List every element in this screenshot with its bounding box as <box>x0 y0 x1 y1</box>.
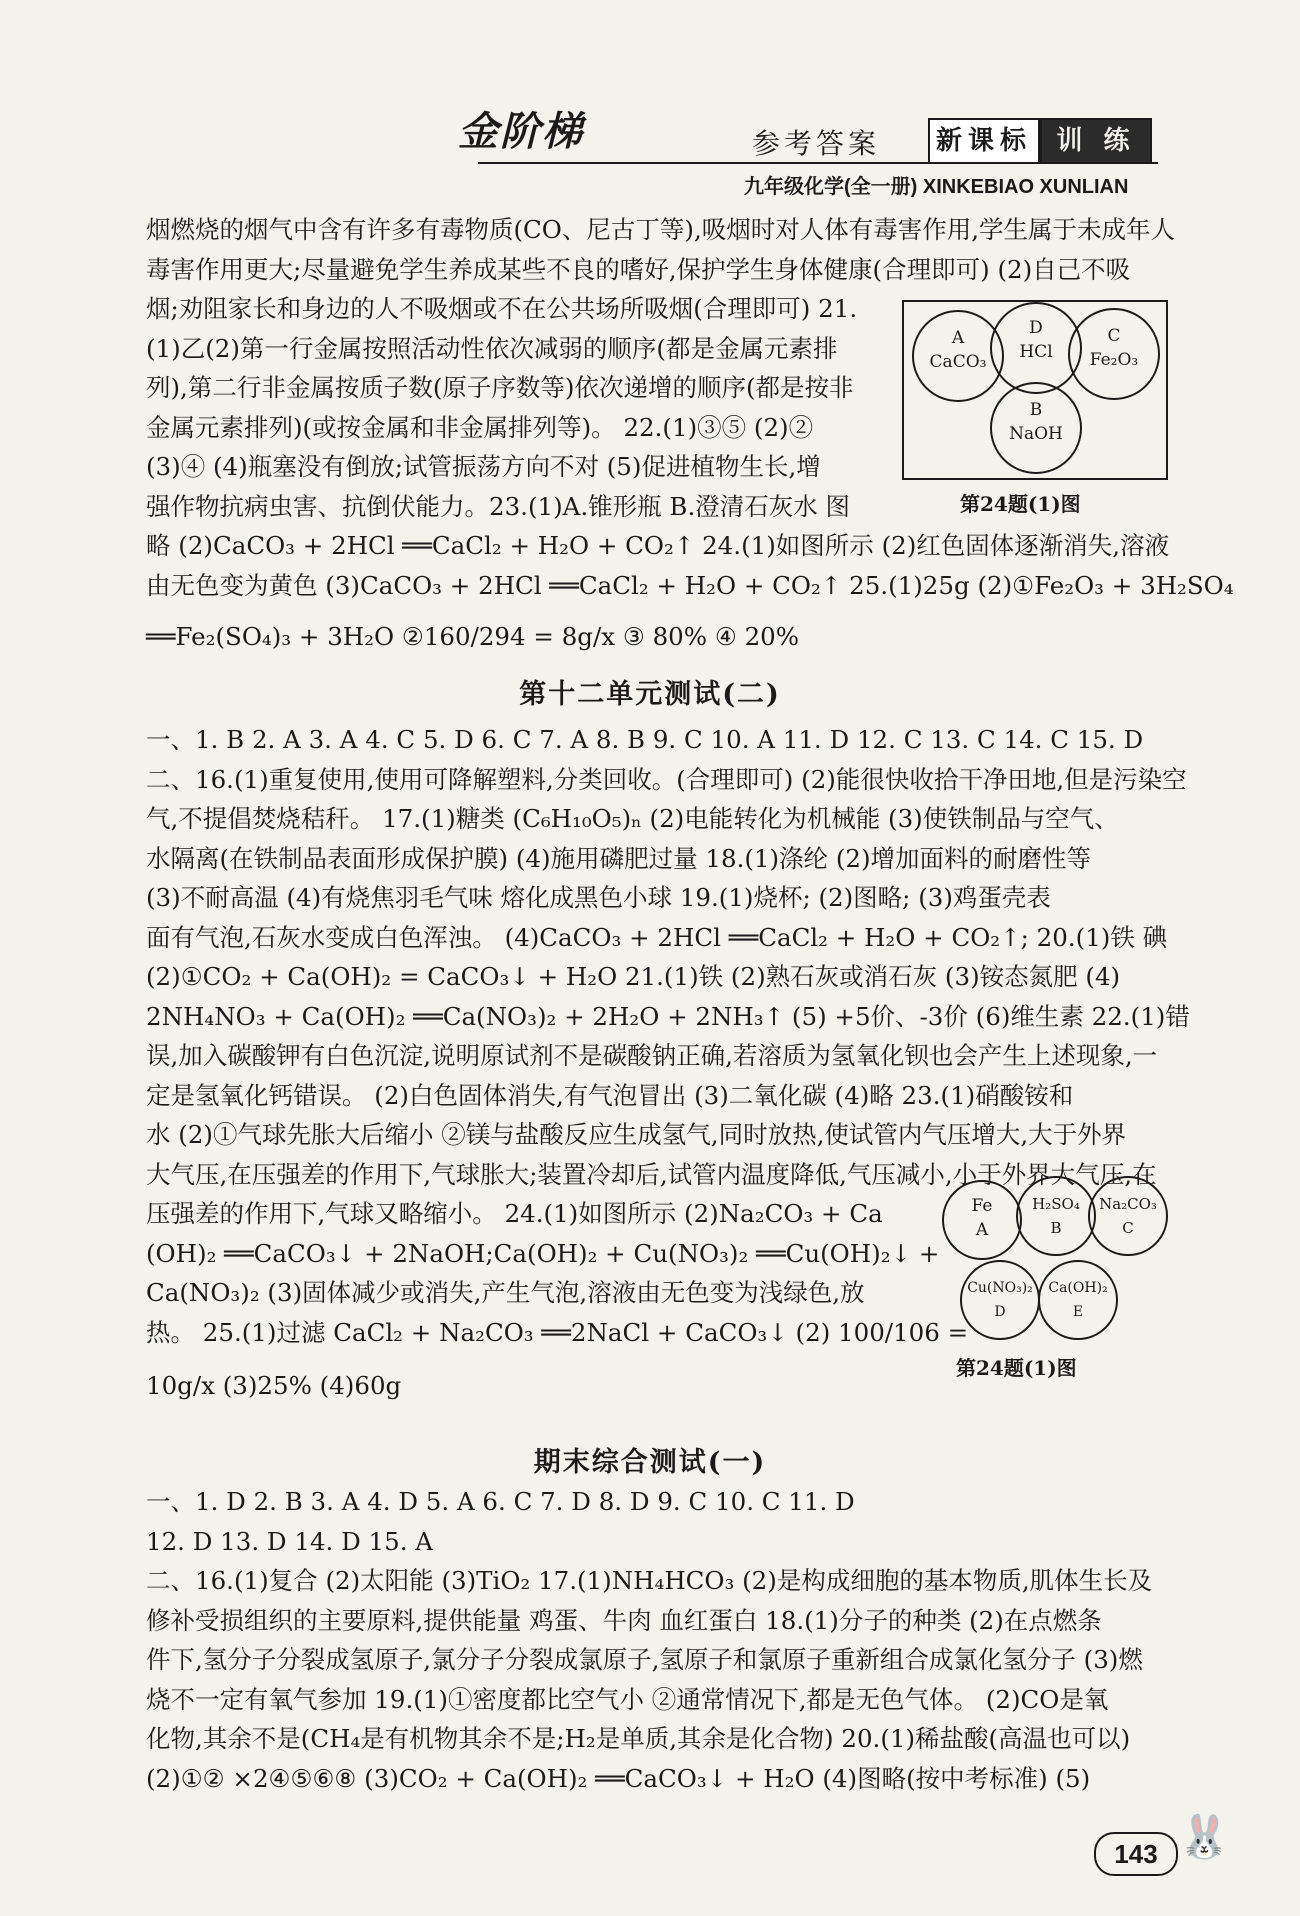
circle-caoh2 <box>1038 1260 1118 1340</box>
text-line: (2)①CO₂ + Ca(OH)₂ = CaCO₃↓ + H₂O 21.(1)铁 (2)熟石灰或消石灰 (3)铵态氮肥 (4) <box>146 962 1121 991</box>
circle-label: C <box>1107 326 1121 346</box>
circle-text: HCl <box>1019 342 1053 362</box>
text-line: 二、16.(1)重复使用,使用可降解塑料,分类回收。(合理即可) (2)能很快收拾干净田地,但是污染空 <box>146 764 1187 794</box>
text-line: 略 (2)CaCO₃ + 2HCl ══CaCl₂ + H₂O + CO₂↑ 24.(1)如图所示 (2)红色固体逐渐消失,溶液 <box>146 531 1170 560</box>
brand-logo: 金阶梯 <box>458 108 584 155</box>
text-line: 2NH₄NO₃ + Ca(OH)₂ ══Ca(NO₃)₂ + 2H₂O + 2NH₃↑ (5) +5价、-3价 (6)维生素 22.(1)错 <box>146 1001 1190 1031</box>
text-line: 误,加入碳酸钾有白色沉淀,说明原试剂不是碳酸钠正确,若溶质为氢氧化钡也会产生上述现象,一 <box>146 1041 1158 1070</box>
circle-text: D <box>994 1304 1006 1320</box>
circle-cuno32 <box>960 1260 1040 1340</box>
text-line: 修补受损组织的主要原料,提供能量 鸡蛋、牛肉 血红蛋白 18.(1)分子的种类 (2)在点燃条 <box>146 1605 1102 1635</box>
text-line: 金属元素排列)(或按金属和非金属排列等)。 22.(1)③⑤ (2)② <box>146 412 814 442</box>
text-line: 烟燃烧的烟气中含有许多有毒物质(CO、尼古丁等),吸烟时对人体有毒害作用,学生属于未成年人 <box>146 215 1176 244</box>
header-answers: 参考答案 <box>752 127 881 160</box>
answer-block-3 <box>146 1482 1158 1798</box>
figure-caption: 第24题(1)图 <box>960 492 1081 516</box>
text-line: (OH)₂ ══CaCO₃↓ + 2NaOH;Ca(OH)₂ + Cu(NO₃)₂ ══Cu(OH)₂↓ + <box>146 1238 940 1268</box>
text-line: 面有气泡,石灰水变成白色浑浊。 (4)CaCO₃ + 2HCl ══CaCl₂ + H₂O + CO₂↑; 20.(1)铁 碘 <box>146 922 1168 952</box>
circle-text: CaCO₃ <box>929 352 987 372</box>
circle-label: Fe <box>971 1196 993 1216</box>
circle-text: E <box>1072 1304 1084 1320</box>
circle-text: C <box>1122 1219 1134 1237</box>
badge-training: 训 练 <box>1040 118 1152 164</box>
text-line: 由无色变为黄色 (3)CaCO₃ + 2HCl ══CaCl₂ + H₂O + CO₂↑ 25.(1)25g (2)①Fe₂O₃ + 3H₂SO₄ <box>146 570 1234 600</box>
circle-c <box>1068 308 1160 400</box>
circle-label: H₂SO₄ <box>1032 1195 1080 1213</box>
text-line: 热。 25.(1)过滤 CaCl₂ + Na₂CO₃ ══2NaCl + CaCO₃↓ (2) 100/106 = <box>146 1317 969 1347</box>
section-title-unit12-test2: 第十二单元测试(二) <box>519 679 781 710</box>
text-line: 10g/x (3)25% (4)60g <box>146 1371 402 1400</box>
text-line: (2)①② ×2④⑤⑥⑧ (3)CO₂ + Ca(OH)₂ ══CaCO₃↓ + H₂O (4)图略(按中考标准) (5) <box>146 1763 1091 1793</box>
page-number: 143 <box>1094 1832 1178 1876</box>
text-line: 气,不提倡焚烧秸秆。 17.(1)糖类 (C₆H₁₀O₅)ₙ (2)电能转化为机械能 (3)使铁制品与空气、 <box>146 804 1119 833</box>
figure-24-1-b <box>942 1168 1168 1344</box>
circle-na2co3 <box>1088 1176 1168 1256</box>
badge-new-curriculum: 新课标 <box>928 118 1040 164</box>
circle-label: Ca(OH)₂ <box>1048 1280 1108 1296</box>
figure-caption: 第24题(1)图 <box>956 1356 1077 1380</box>
circle-label: Cu(NO₃)₂ <box>967 1280 1033 1296</box>
figure-24-1-a <box>902 300 1168 480</box>
mc-answers: 一、1. D 2. B 3. A 4. D 5. A 6. C 7. D 8. D 9. C 10. C 11. D <box>146 1487 855 1516</box>
text-line: 毒害作用更大;尽量避免学生养成某些不良的嗜好,保护学生身体健康(合理即可) (2)自己不吸 <box>146 254 1131 284</box>
text-line: 大气压,在压强差的作用下,气球胀大;装置冷却后,试管内温度降低,气压减小,小于外界大气压,在 <box>146 1159 1157 1189</box>
mc-answers: 一、1. B 2. A 3. A 4. C 5. D 6. C 7. A 8. B 9. C 10. A 11. D 12. C 13. C 14. C 15. D <box>146 725 1144 754</box>
text-line: 二、16.(1)复合 (2)太阳能 (3)TiO₂ 17.(1)NH₄HCO₃ (2)是构成细胞的基本物质,肌体生长及 <box>146 1566 1153 1595</box>
circle-h2so4 <box>1016 1176 1096 1256</box>
circle-fe <box>942 1180 1022 1260</box>
text-line: 烧不一定有氧气参加 19.(1)①密度都比空气小 ②通常情况下,都是无色气体。 (2)CO是氧 <box>146 1684 1109 1714</box>
text-line: Ca(NO₃)₂ (3)固体减少或消失,产生气泡,溶液由无色变为浅绿色,放 <box>146 1278 865 1307</box>
bunny-icon: 🐰 <box>1178 1812 1231 1861</box>
text-line: 化物,其余不是(CH₄是有机物其余不是;H₂是单质,其余是化合物) 20.(1)稀盐酸(高温也可以) <box>146 1724 1131 1753</box>
header-subtitle: 九年级化学(全一册) XINKEBIAO XUNLIAN <box>744 176 1129 198</box>
mc-answers: 12. D 13. D 14. D 15. A <box>146 1526 433 1556</box>
text-line: (3)④ (4)瓶塞没有倒放;试管振荡方向不对 (5)促进植物生长,增 <box>146 452 821 481</box>
circle-text: B <box>1050 1219 1062 1237</box>
text-line: 水 (2)①气球先胀大后缩小 ②镁与盐酸反应生成氢气,同时放热,使试管内气压增大,大于外界 <box>146 1120 1127 1149</box>
circle-label: A <box>951 328 965 348</box>
circle-label: D <box>1029 318 1043 338</box>
circle-label: B <box>1029 400 1043 420</box>
circle-b <box>990 382 1082 474</box>
circle-text: Fe₂O₃ <box>1089 350 1139 370</box>
text-line: 强作物抗病虫害、抗倒伏能力。23.(1)A.锥形瓶 B.澄清石灰水 图 <box>146 491 851 521</box>
text-line: 压强差的作用下,气球又略缩小。 24.(1)如图所示 (2)Na₂CO₃ + Ca <box>146 1199 883 1228</box>
text-line: 烟;劝阻家长和身边的人不吸烟或不在公共场所吸烟(合理即可) 21. <box>146 294 858 323</box>
circle-text: A <box>975 1220 989 1240</box>
circle-label: Na₂CO₃ <box>1099 1195 1157 1213</box>
text-line: 定是氢氧化钙错误。 (2)白色固体消失,有气泡冒出 (3)二氧化碳 (4)略 23.(1)硝酸铵和 <box>146 1080 1074 1110</box>
text-line: 水隔离(在铁制品表面形成保护膜) (4)施用磷肥过量 18.(1)涤纶 (2)增加面料的耐磨性等 <box>146 843 1092 873</box>
text-line: (1)乙(2)第一行金属按照活动性依次减弱的顺序(都是金属元素排 <box>146 333 838 363</box>
text-line: (3)不耐高温 (4)有烧焦羽毛气味 熔化成黑色小球 19.(1)烧杯; (2)图略; (3)鸡蛋壳表 <box>146 883 1051 912</box>
section-title-final-test1: 期末综合测试(一) <box>533 1447 767 1478</box>
text-line: 件下,氢分子分裂成氢原子,氯分子分裂成氯原子,氢原子和氯原子重新组合成氯化氢分子 (3)燃 <box>146 1645 1143 1674</box>
circle-text: NaOH <box>1009 424 1063 444</box>
text-line: ══Fe₂(SO₄)₃ + 3H₂O ②160/294 = 8g/x ③ 80% ④ 20% <box>146 622 800 651</box>
text-line: 列),第二行非金属按质子数(原子序数等)依次递增的顺序(都是按非 <box>146 373 854 402</box>
